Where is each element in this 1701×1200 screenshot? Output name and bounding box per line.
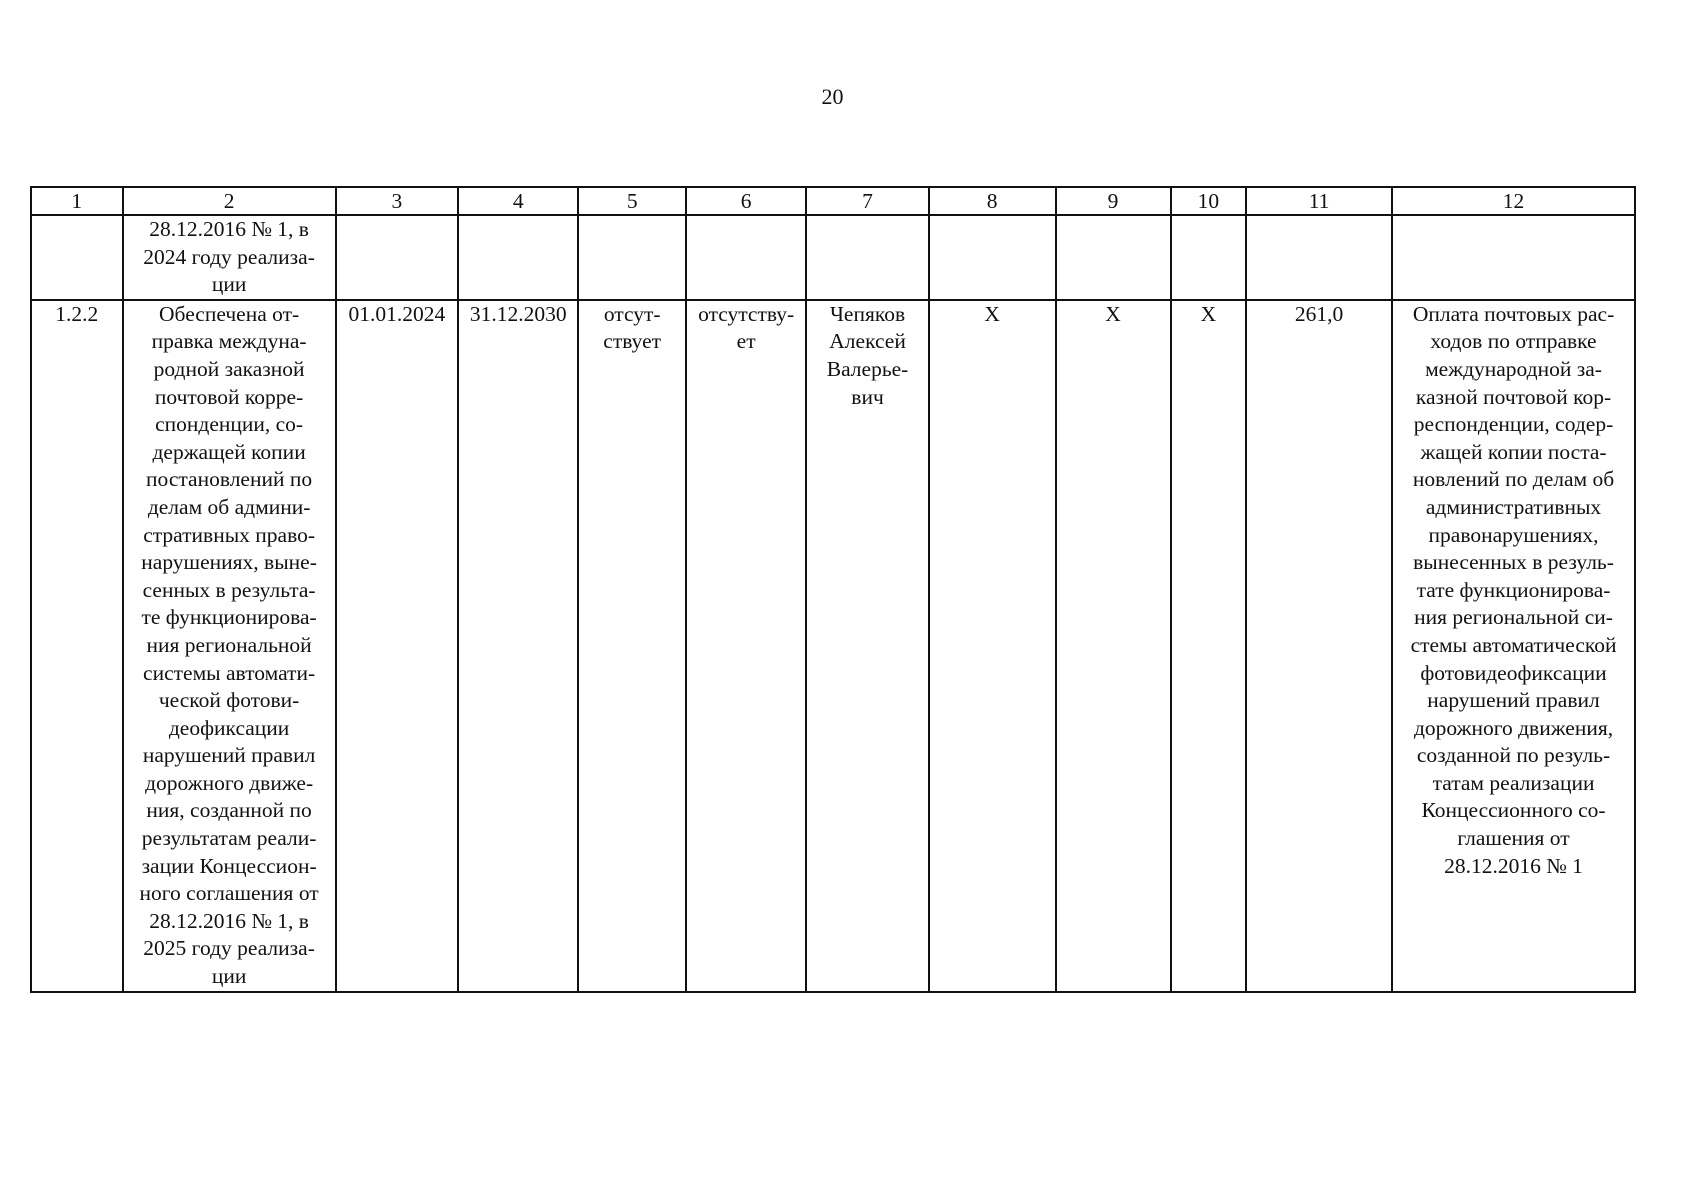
header-cell: 12 <box>1392 187 1635 215</box>
col6-value <box>690 301 802 356</box>
table-cell <box>1171 215 1247 300</box>
header-cell: 1 <box>31 187 123 215</box>
table-cell <box>1392 215 1635 300</box>
text-line: результатам реали- <box>141 826 317 851</box>
text-line: правка междуна- <box>151 329 307 354</box>
header-cell: 11 <box>1246 187 1392 215</box>
text-line: родной заказной <box>153 356 305 381</box>
text-line: делам об админи- <box>147 494 311 519</box>
text-line: жащей копии поста- <box>1420 439 1607 464</box>
plan-table <box>30 186 1636 993</box>
continuation-row <box>31 215 1635 300</box>
text-line: Алексей <box>829 329 906 354</box>
text-line: ния, созданной по <box>146 798 312 823</box>
text-line: 2025 году реализа- <box>143 936 315 961</box>
table-cell <box>1056 215 1171 300</box>
header-cell: 4 <box>458 187 578 215</box>
row-number: 1.2.2 <box>31 300 123 992</box>
amount-value: 261,0 <box>1246 300 1392 992</box>
text-line: системы автомати- <box>143 660 316 685</box>
col9-value: X <box>1056 300 1171 992</box>
table-cell <box>336 215 458 300</box>
text-line: 2024 году реализа- <box>143 244 315 269</box>
text-line: тате функционирова- <box>1416 577 1611 602</box>
text-line: Чепяков <box>829 301 906 326</box>
text-line: ходов по отправке <box>1430 329 1597 354</box>
table-cell <box>458 215 578 300</box>
table-cell <box>806 215 928 300</box>
text-line: казной почтовой кор- <box>1415 384 1612 409</box>
text-line: спонденции, со- <box>155 412 304 437</box>
text-line: правонарушениях, <box>1428 522 1599 547</box>
table-cell <box>929 215 1056 300</box>
text-line: Концессионного со- <box>1421 798 1606 823</box>
header-cell: 9 <box>1056 187 1171 215</box>
text-line: держащей копии <box>152 439 306 464</box>
header-cell: 7 <box>806 187 928 215</box>
table-cell <box>123 300 336 992</box>
header-cell: 8 <box>929 187 1056 215</box>
text-line: ного соглашения от <box>139 881 319 906</box>
text-line: фотовидеофиксации <box>1420 660 1607 685</box>
text-line: 28.12.2016 № 1 <box>1444 853 1583 878</box>
text-line: ния региональной <box>146 632 312 657</box>
text-line: дорожного движения, <box>1413 715 1614 740</box>
start-date: 01.01.2024 <box>336 300 458 992</box>
table-cell <box>1246 215 1392 300</box>
text-line: респонденции, содер- <box>1413 412 1614 437</box>
header-cell: 2 <box>123 187 336 215</box>
text-line: вынесенных в резуль- <box>1413 550 1614 575</box>
text-line: глашения от <box>1457 826 1570 851</box>
text-line: Валерье- <box>826 356 909 381</box>
text-line: отсутству- <box>698 301 795 326</box>
text-line: нарушений правил <box>142 743 316 768</box>
header-cell: 5 <box>578 187 686 215</box>
page-number: 20 <box>821 84 844 109</box>
event-description <box>127 301 332 991</box>
text-line: ет <box>736 329 756 354</box>
text-line: 28.12.2016 № 1, в <box>149 217 309 241</box>
col10-value: X <box>1171 300 1247 992</box>
table-cell <box>31 215 123 300</box>
end-date: 31.12.2030 <box>458 300 578 992</box>
text-line: вич <box>851 384 884 409</box>
responsible-person <box>810 301 924 411</box>
text-line: татам реализации <box>1432 770 1595 795</box>
col8-value: X <box>929 300 1056 992</box>
text-line: новлений по делам об <box>1412 467 1615 492</box>
text-line: стративных право- <box>143 522 315 547</box>
text-line: отсут- <box>603 301 661 326</box>
table-cell <box>806 300 928 992</box>
table-cell <box>578 300 686 992</box>
text-line: почтовой корре- <box>154 384 304 409</box>
header-cell: 6 <box>686 187 806 215</box>
column-number-row <box>31 187 1635 215</box>
table-cell <box>686 215 806 300</box>
text-line: Оплата почтовых рас- <box>1412 301 1615 326</box>
table-cell <box>123 215 336 300</box>
text-line: нарушениях, выне- <box>141 550 317 575</box>
text-line: стемы автоматической <box>1410 632 1617 657</box>
text-line: дорожного движе- <box>145 770 314 795</box>
text-line: созданной по резуль- <box>1416 743 1611 768</box>
note-text <box>1396 301 1631 880</box>
text-line: сенных в результа- <box>142 577 316 602</box>
text-line: постановлений по <box>146 467 313 492</box>
text-line: те функционирова- <box>141 605 317 630</box>
header-cell: 3 <box>336 187 458 215</box>
text-line: ции <box>211 272 247 297</box>
col5-value <box>582 301 682 356</box>
header-cell: 10 <box>1171 187 1247 215</box>
text-line: Обеспечена от- <box>159 301 300 326</box>
text-line: ции <box>211 964 247 989</box>
text-line: международной за- <box>1425 356 1602 381</box>
text-line: ческой фотови- <box>158 688 300 713</box>
text-line: административных <box>1425 494 1602 519</box>
table-cell <box>1392 300 1635 992</box>
text-line: деофиксации <box>168 715 290 740</box>
table-cell <box>686 300 806 992</box>
text-line: 28.12.2016 № 1, в <box>149 908 309 933</box>
text-line: нарушений правил <box>1427 688 1600 713</box>
text-line: ствует <box>603 329 662 354</box>
continued-description <box>127 216 332 299</box>
text-line: ния региональной си- <box>1414 605 1613 630</box>
table-row <box>31 300 1635 992</box>
table-cell <box>578 215 686 300</box>
text-line: зации Концессион- <box>141 853 317 878</box>
